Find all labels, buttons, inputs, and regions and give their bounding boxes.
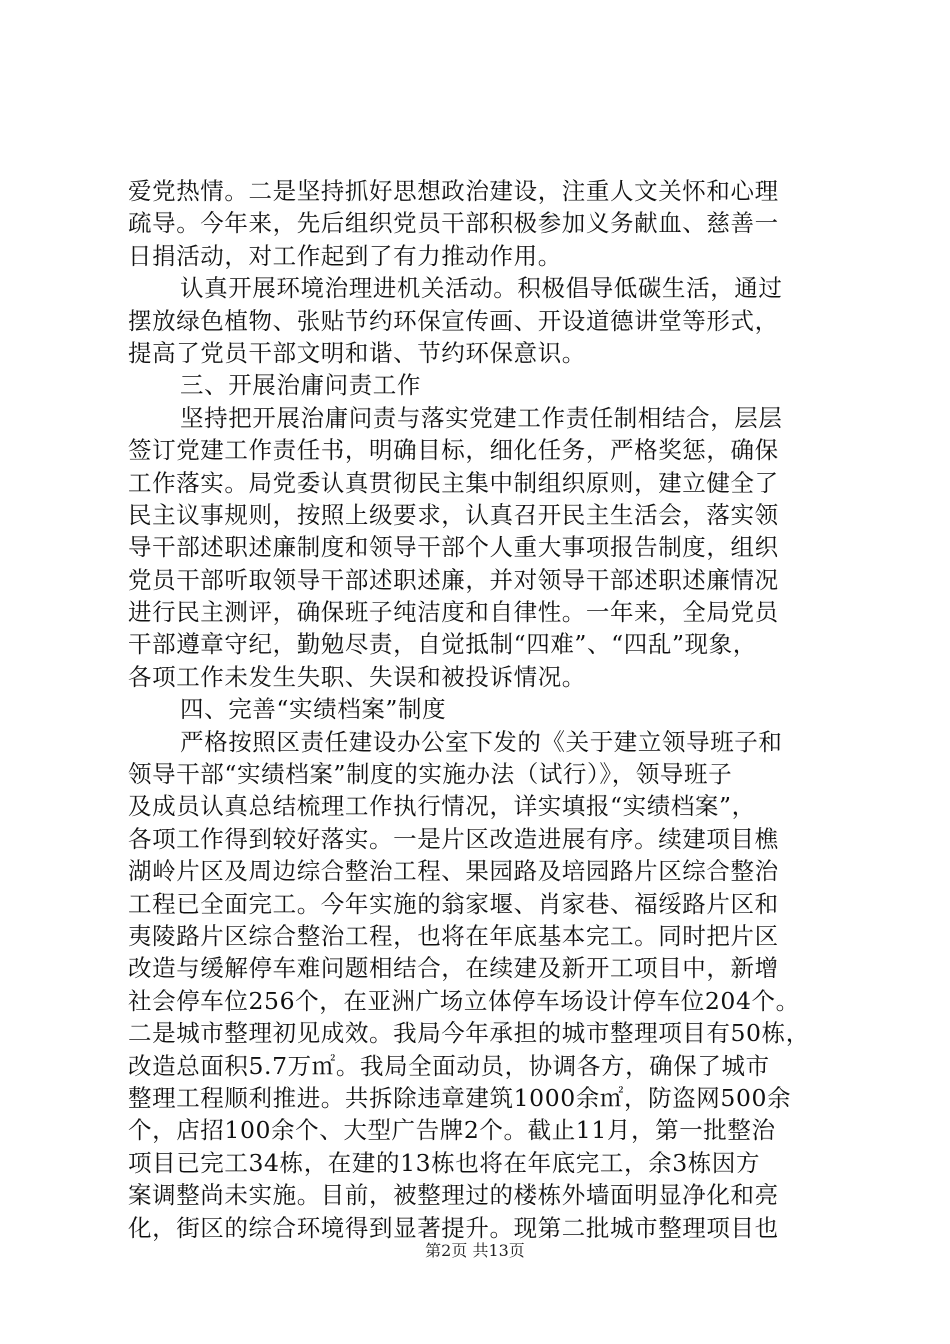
body-text — [128, 175, 838, 1244]
text-line: 四、完善“实绩档案”制度 — [180, 695, 447, 724]
text-line: 改造与缓解停车难问题相结合，在续建及新开工项目中，新增 — [128, 954, 779, 983]
text-line: 项目已完工34栋，在建的13栋也将在年底完工，余3栋因方 — [128, 1148, 761, 1177]
text-line: 进行民主测评，确保班子纯洁度和自律性。一年来，全局党员 — [128, 598, 779, 627]
text-line: 党员干部听取领导干部述职述廉，并对领导干部述职述廉情况 — [128, 565, 779, 594]
text-line: 及成员认真总结梳理工作执行情况，详实填报“实绩档案”， — [128, 792, 756, 821]
text-line: 改造总面积5.7万㎡。我局全面动员，协调各方，确保了城市 — [128, 1051, 770, 1080]
text-line: 化，街区的综合环境得到显著提升。现第二批城市整理项目也 — [128, 1213, 779, 1242]
text-line: 工作落实。局党委认真贯彻民主集中制组织原则，建立健全了 — [128, 468, 779, 497]
page-footer: 第2页 共13页 — [425, 1241, 525, 1260]
text-line: 各项工作得到较好落实。一是片区改造进展有序。续建项目樵 — [128, 824, 779, 853]
text-line: 三、开展治庸问责工作 — [180, 371, 421, 400]
text-line: 严格按照区责任建设办公室下发的《关于建立领导班子和 — [180, 727, 783, 756]
text-line: 工程已全面完工。今年实施的翁家堰、肖家巷、福绥路片区和 — [128, 889, 779, 918]
text-line: 社会停车位256个，在亚洲广场立体停车场设计停车位204个。 — [128, 986, 800, 1015]
text-line: 坚持把开展治庸问责与落实党建工作责任制相结合，层层 — [180, 403, 783, 432]
text-line: 签订党建工作责任书，明确目标，细化任务，严格奖惩，确保 — [128, 436, 779, 465]
text-line: 爱党热情。二是坚持抓好思想政治建设，注重人文关怀和心理 — [128, 177, 779, 205]
text-line: 整理工程顺利推进。共拆除违章建筑1000余㎡，防盗网500余 — [128, 1083, 792, 1112]
text-line: 导干部述职述廉制度和领导干部个人重大事项报告制度，组织 — [128, 533, 779, 562]
text-line: 个，店招100余个、大型广告牌2个。截止11月，第一批整治 — [128, 1116, 776, 1145]
text-line: 案调整尚未实施。目前，被整理过的楼栋外墙面明显净化和亮 — [128, 1181, 779, 1210]
text-line: 摆放绿色植物、张贴节约环保宣传画、开设道德讲堂等形式， — [128, 306, 779, 335]
text-line: 认真开展环境治理进机关活动。积极倡导低碳生活，通过 — [180, 274, 783, 303]
text-line: 领导干部“实绩档案”制度的实施办法（试行）》，领导班子 — [128, 760, 733, 789]
text-line: 湖岭片区及周边综合整治工程、果园路及培园路片区综合整治 — [128, 857, 779, 886]
text-line: 疏导。今年来，先后组织党员干部积极参加义务献血、慈善一 — [128, 209, 779, 238]
text-line: 干部遵章守纪，勤勉尽责，自觉抵制“四难”、“四乱”现象， — [128, 630, 757, 659]
text-line: 提高了党员干部文明和谐、节约环保意识。 — [128, 338, 586, 367]
text-line: 民主议事规则，按照上级要求，认真召开民主生活会，落实领 — [128, 500, 779, 529]
text-line: 夷陵路片区综合整治工程，也将在年底基本完工。同时把片区 — [128, 921, 779, 950]
text-line: 二是城市整理初见成效。我局今年承担的城市整理项目有50栋， — [128, 1019, 810, 1048]
text-line: 各项工作未发生失职、失误和被投诉情况。 — [128, 662, 586, 691]
text-line: 日捐活动，对工作起到了有力推动作用。 — [128, 241, 562, 270]
